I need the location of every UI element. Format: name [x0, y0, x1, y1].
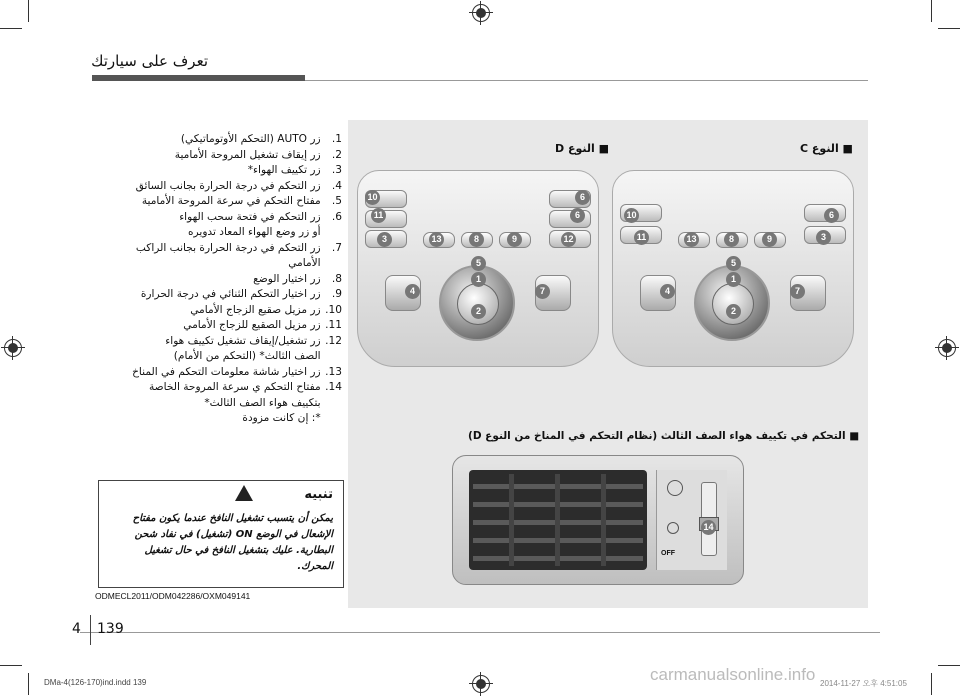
callout-number: 8 [724, 232, 739, 247]
crop-mark [931, 0, 932, 22]
type-c-label: ■ النوع C [800, 142, 853, 155]
vent-vane [509, 474, 514, 566]
warning-triangle-icon [235, 485, 253, 501]
callout-number: 9 [507, 232, 522, 247]
callout-number: 5 [471, 256, 486, 271]
crop-mark [938, 28, 960, 29]
fan-low-icon [667, 522, 679, 534]
legend-item: 12. زر تشغيل/إيقاف تشغيل تكييف هواء [165, 334, 342, 347]
legend-item: 9. زر اختيار التحكم الثنائي في درجة الحرارة [140, 288, 342, 300]
callout-number: 2 [726, 304, 741, 319]
registration-mark-icon [472, 675, 490, 693]
callout-number: 8 [469, 232, 484, 247]
legend-item: 13. زر اختيار شاشة معلومات التحكم في المناخ [132, 365, 342, 378]
footnote: *: إن كانت مزودة [242, 412, 321, 424]
crop-mark [0, 28, 22, 29]
caution-box [98, 480, 344, 588]
legend-item: 7. زر التحكم في درجة الحرارة بجانب الراكب [135, 241, 342, 254]
callout-number: 12 [561, 232, 576, 247]
callout-number: 4 [405, 284, 420, 299]
crop-mark [28, 0, 29, 22]
callout-number: 13 [684, 232, 699, 247]
type-d-label: ■ النوع D [555, 142, 609, 155]
fan-speed-slider [701, 482, 717, 556]
off-label: OFF [661, 550, 675, 557]
caution-title: تنبيه [304, 487, 333, 502]
callout-number: 2 [471, 304, 486, 319]
legend-item: 4. زر التحكم في درجة الحرارة بجانب السائق [135, 179, 342, 192]
header-rule-accent [92, 75, 305, 81]
page-separator [90, 615, 91, 645]
legend-item: 1. زر AUTO (التحكم الأوتوماتيكي) [180, 133, 342, 145]
crop-mark [0, 665, 22, 666]
registration-mark-icon [938, 339, 956, 357]
third-row-vent-unit [452, 455, 744, 585]
page-number: 139 [97, 621, 124, 637]
legend-item: الصف الثالث* (التحكم من الأمام) [173, 350, 321, 362]
callout-number: 1 [471, 272, 486, 287]
callout-number: 6 [570, 208, 585, 223]
callout-number: 7 [535, 284, 550, 299]
chapter-number: 4 [72, 621, 81, 637]
callout-number: 1 [726, 272, 741, 287]
fan-speed-panel [656, 470, 727, 570]
legend-item: بتكييف هواء الصف الثالث* [204, 396, 321, 409]
callout-number: 3 [816, 230, 831, 245]
climate-control-type-c [612, 170, 852, 365]
callout-number: 7 [790, 284, 805, 299]
legend-item: أو زر وضع الهواء المعاد تدويره [187, 226, 321, 238]
caution-text: يمكن أن يتسبب تشغيل النافخ عندما يكون مفتاح الإشعال في الوضع ON (تشغيل) في نفاد شحن البطارية. عليك بتشغيل النافخ في حال تشغيل المحرك. [132, 513, 333, 572]
callout-number: 6 [824, 208, 839, 223]
callout-number: 6 [575, 190, 590, 205]
fan-high-icon [667, 480, 683, 496]
registration-mark-icon [472, 4, 490, 22]
crop-mark [938, 665, 960, 666]
print-date: 2014-11-27 오후 4:51:05 [820, 679, 907, 688]
callout-number: 4 [660, 284, 675, 299]
legend-item: 3. زر تكييف الهواء* [247, 164, 342, 176]
section-title: تعرف على سيارتك [91, 52, 208, 70]
legend-item: 2. زر إيقاف تشغيل المروحة الأمامية [174, 148, 342, 161]
legend-item: 6. زر التحكم في فتحة سحب الهواء [179, 210, 342, 223]
legend-item: الأمامي [288, 257, 321, 269]
legend-item: 11. زر مزيل الصقيع للزجاج الأمامي [183, 319, 342, 331]
callout-number: 11 [634, 230, 649, 245]
registration-mark-icon [4, 339, 22, 357]
callout-number: 10 [365, 190, 380, 205]
figure-reference-code: ODMECL2011/ODM042286/OXM049141 [95, 591, 251, 601]
file-slug: DMa-4(126-170)ind.indd 139 [44, 678, 147, 687]
crop-mark [931, 673, 932, 695]
vent-vane [601, 474, 606, 566]
legend-item: 5. مفتاح التحكم في سرعة المروحة الأمامية [141, 195, 342, 207]
climate-control-type-d [357, 170, 597, 365]
vent-vane [555, 474, 560, 566]
callout-number: 13 [429, 232, 444, 247]
watermark: carmanualsonline.info [650, 665, 816, 684]
footer-rule [80, 632, 880, 633]
callout-number: 5 [726, 256, 741, 271]
callout-number: 11 [371, 208, 386, 223]
legend-list [98, 132, 342, 427]
callout-number: 3 [377, 232, 392, 247]
legend-item: 8. زر اختيار الوضع [253, 272, 342, 285]
legend-item: 14. مفتاح التحكم ي سرعة المروحة الخاصة [148, 381, 342, 393]
legend-item: 10. زر مزيل صقيع الزجاج الأمامي [190, 303, 342, 316]
callout-number: 14 [701, 520, 716, 535]
crop-mark [28, 673, 29, 695]
callout-number: 10 [624, 208, 639, 223]
third-row-title: ■ التحكم في تكييف هواء الصف الثالث (نظام التحكم في المناخ من النوع D) [468, 430, 860, 442]
air-vent-grille [469, 470, 647, 570]
callout-number: 9 [762, 232, 777, 247]
